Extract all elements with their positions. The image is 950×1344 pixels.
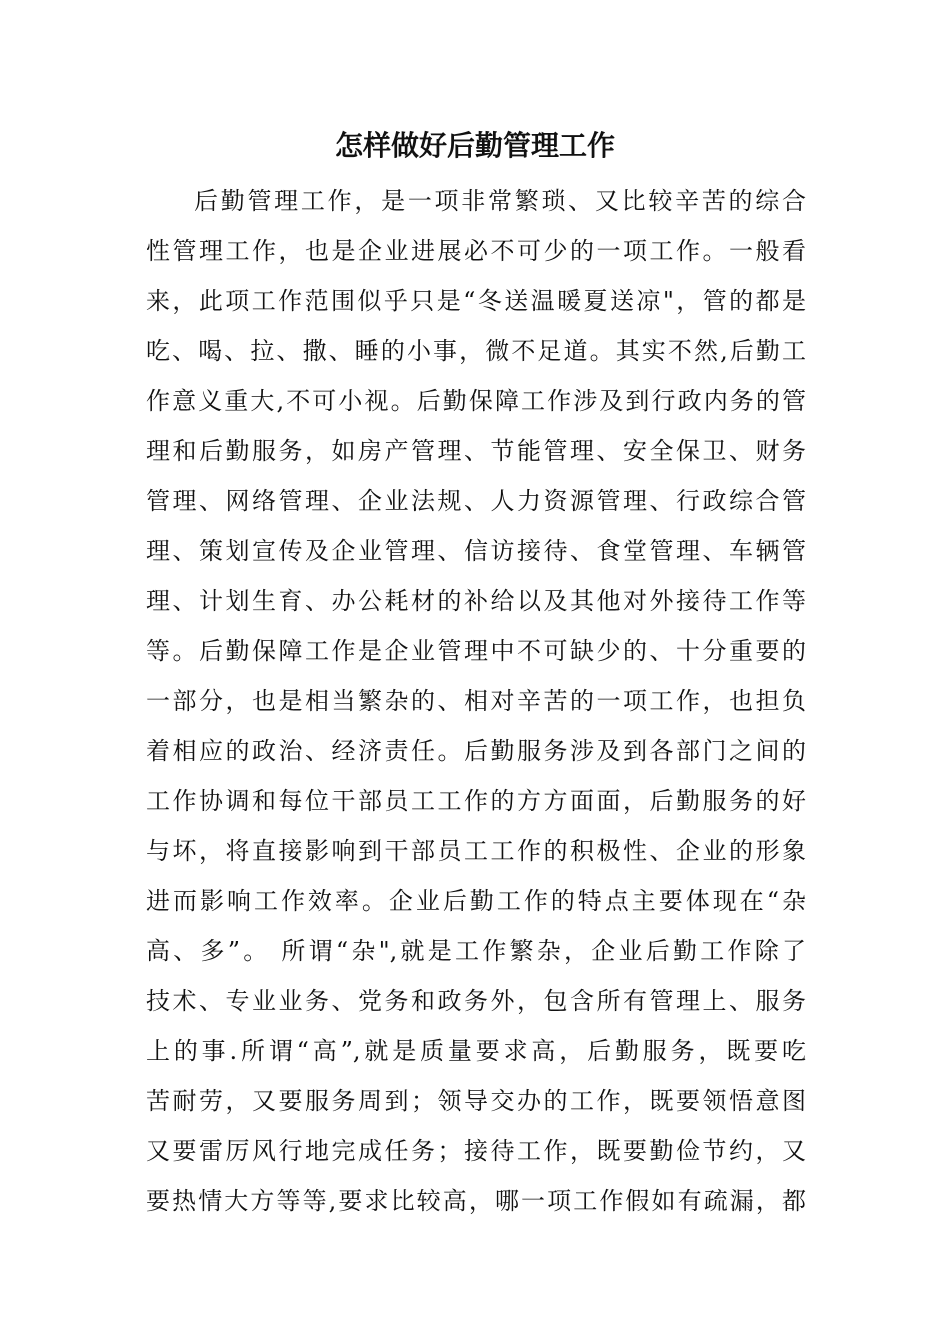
- body-line: 理和后勤服务，如房产管理、节能管理、安全保卫、财务: [146, 437, 806, 465]
- body-line: 理、策划宣传及企业管理、信访接待、食堂管理、车辆管: [146, 537, 806, 565]
- body-line: 一部分，也是相当繁杂的、相对辛苦的一项工作，也担负: [146, 687, 806, 715]
- body-line: 高、多”。 所谓“杂",就是工作繁杂，企业后勤工作除了: [146, 937, 806, 965]
- body-line: 苦耐劳，又要服务周到；领导交办的工作，既要领悟意图: [146, 1087, 806, 1115]
- body-line: 上的事.所谓“高”,就是质量要求高，后勤服务，既要吃: [146, 1037, 806, 1065]
- body-line: 来，此项工作范围似乎只是“冬送温暖夏送凉"，管的都是: [146, 287, 806, 315]
- body-line: 着相应的政治、经济责任。后勤服务涉及到各部门之间的: [146, 737, 806, 765]
- body-line: 要热情大方等等,要求比较高，哪一项工作假如有疏漏，都: [146, 1187, 806, 1215]
- body-line: 性管理工作，也是企业进展必不可少的一项工作。一般看: [146, 237, 806, 265]
- body-line: 工作协调和每位干部员工工作的方方面面，后勤服务的好: [146, 787, 806, 815]
- body-line: 理、计划生育、办公耗材的补给以及其他对外接待工作等: [146, 587, 806, 615]
- body-line: 与坏，将直接影响到干部员工工作的积极性、企业的形象: [146, 837, 806, 865]
- body-line: 后勤管理工作，是一项非常繁琐、又比较辛苦的综合: [194, 187, 806, 215]
- body-line: 管理、网络管理、企业法规、人力资源管理、行政综合管: [146, 487, 806, 515]
- body-line: 进而影响工作效率。企业后勤工作的特点主要体现在“杂: [146, 887, 806, 915]
- document-title: 怎样做好后勤管理工作: [334, 129, 615, 162]
- body-line: 等。后勤保障工作是企业管理中不可缺少的、十分重要的: [146, 637, 806, 665]
- body-line: 吃、喝、拉、撒、睡的小事，微不足道。其实不然,后勤工: [146, 337, 806, 365]
- document-body: [146, 176, 806, 1226]
- body-line: 又要雷厉风行地完成任务；接待工作，既要勤俭节约，又: [146, 1137, 806, 1165]
- body-line: 技术、专业业务、党务和政务外，包含所有管理上、服务: [146, 987, 806, 1015]
- body-line: 作意义重大,不可小视。后勤保障工作涉及到行政内务的管: [146, 387, 806, 415]
